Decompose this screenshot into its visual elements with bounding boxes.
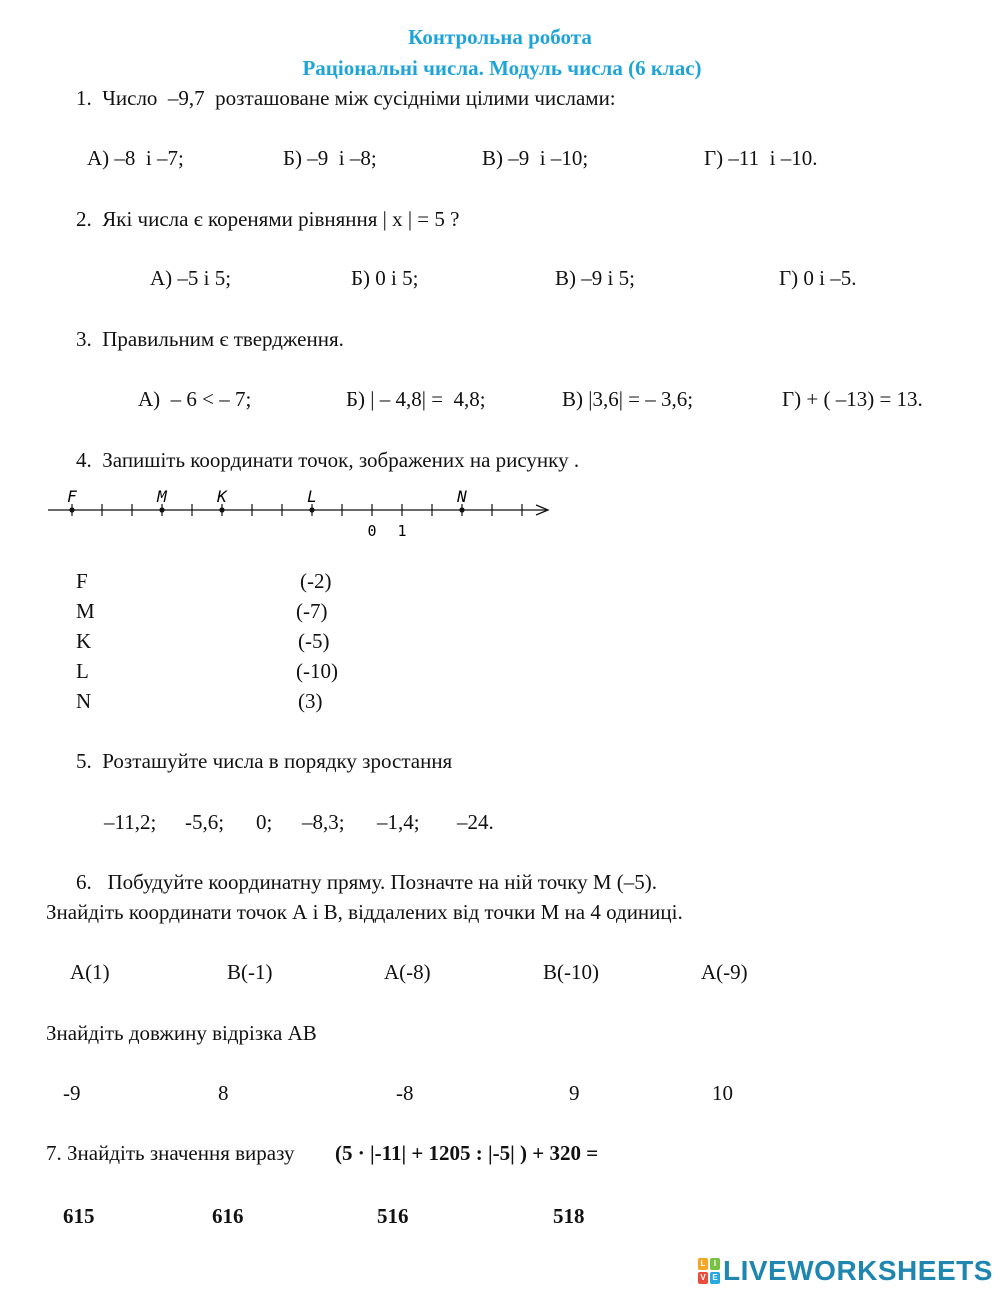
q4-answer-value[interactable]: (-10) — [296, 659, 338, 683]
question-6-text-2: Знайдіть координати точок А і В, віддалених від точки М на 4 одиниці. — [46, 900, 683, 924]
unit-label: 1 — [397, 522, 407, 540]
brand-logo-cell: I — [710, 1258, 720, 1270]
worksheet-subtitle: Раціональні числа. Модуль числа (6 клас) — [302, 56, 702, 80]
q2-option-b[interactable]: Б) 0 і 5; — [351, 266, 419, 290]
q7-option[interactable]: 518 — [553, 1204, 585, 1228]
q4-answer-value[interactable]: (3) — [298, 689, 323, 713]
q6-option[interactable]: В(-1) — [227, 960, 273, 984]
q7-option[interactable]: 516 — [377, 1204, 409, 1228]
q7-option[interactable]: 616 — [212, 1204, 244, 1228]
q1-option-b[interactable]: Б) –9 і –8; — [283, 146, 377, 170]
q4-answer-value[interactable]: (-2) — [300, 569, 332, 593]
q5-number: –24. — [457, 810, 494, 834]
point-n-label: N — [457, 487, 467, 506]
brand-logo-icon — [698, 1258, 720, 1284]
q5-number: –8,3; — [302, 810, 345, 834]
q3-option-c[interactable]: В) |3,6| = – 3,6; — [562, 387, 694, 411]
q6-option[interactable]: В(-10) — [543, 960, 599, 984]
brand-logo-cell: E — [710, 1272, 720, 1284]
q5-number: –11,2; — [104, 810, 157, 834]
q6-length-prompt: Знайдіть довжину відрізка АВ — [46, 1021, 317, 1045]
liveworksheets-logo[interactable] — [698, 1256, 993, 1286]
q3-option-a[interactable]: А) – 6 < – 7; — [138, 387, 252, 411]
question-7-expression: (5 · |-11| + 1205 : |-5| ) + 320 = — [335, 1141, 599, 1165]
q4-answer-point: M — [76, 599, 95, 623]
q6-length-option[interactable]: -9 — [63, 1081, 81, 1105]
point-k-dot — [219, 507, 224, 512]
question-1-text: 1. Число –9,7 розташоване між сусідніми цілими числами: — [76, 86, 616, 110]
q6-option[interactable]: А(-8) — [384, 960, 431, 984]
q4-answer-value[interactable]: (-5) — [298, 629, 330, 653]
question-3-text: 3. Правильним є твердження. — [76, 327, 344, 351]
question-2-text: 2. Які числа є коренями рівняння | x | = 5 ? — [76, 207, 460, 231]
q2-option-d[interactable]: Г) 0 і –5. — [779, 266, 857, 290]
q1-option-d[interactable]: Г) –11 і –10. — [704, 146, 818, 170]
q6-length-option[interactable]: 10 — [712, 1081, 733, 1105]
q1-option-a[interactable]: А) –8 і –7; — [87, 146, 184, 170]
q2-option-c[interactable]: В) –9 і 5; — [555, 266, 635, 290]
point-m-label: M — [157, 487, 167, 506]
q7-option[interactable]: 615 — [63, 1204, 95, 1228]
point-n-dot — [459, 507, 464, 512]
point-m-dot — [159, 507, 164, 512]
point-f-dot — [69, 507, 74, 512]
q4-answer-value[interactable]: (-7) — [296, 599, 328, 623]
q4-answer-point: F — [76, 569, 88, 593]
worksheet-title: Контрольна робота — [408, 25, 592, 49]
brand-name: LIVEWORKSHEETS — [723, 1255, 993, 1286]
question-7-text: 7. Знайдіть значення виразу — [46, 1141, 295, 1165]
question-6-text: 6. Побудуйте координатну пряму. Позначте на ній точку М (–5). — [76, 870, 658, 894]
number-line — [0, 478, 560, 542]
q5-number: -5,6; — [185, 810, 225, 834]
q5-number: 0; — [256, 810, 273, 834]
q5-number: –1,4; — [377, 810, 420, 834]
q4-answer-point: K — [76, 629, 92, 653]
point-l-dot — [309, 507, 314, 512]
q6-length-option[interactable]: 8 — [218, 1081, 229, 1105]
q3-option-d[interactable]: Г) + ( –13) = 13. — [782, 387, 923, 411]
brand-logo-cell: L — [698, 1258, 708, 1270]
q4-answer-point: N — [76, 689, 92, 713]
q6-length-option[interactable]: 9 — [569, 1081, 580, 1105]
q6-length-option[interactable]: -8 — [396, 1081, 414, 1105]
q4-answer-point: L — [76, 659, 89, 683]
question-4-text: 4. Запишіть координати точок, зображених на рисунку . — [76, 448, 580, 472]
point-k-label: K — [217, 487, 227, 506]
q6-option[interactable]: А(1) — [70, 960, 110, 984]
q1-option-c[interactable]: В) –9 і –10; — [482, 146, 589, 170]
question-5-text: 5. Розташуйте числа в порядку зростання — [76, 749, 453, 773]
brand-logo-cell: V — [698, 1272, 708, 1284]
origin-label: 0 — [367, 522, 377, 540]
q6-option[interactable]: А(-9) — [701, 960, 748, 984]
q3-option-b[interactable]: Б) | – 4,8| = 4,8; — [346, 387, 486, 411]
point-f-label: F — [67, 487, 77, 506]
point-l-label: L — [307, 487, 317, 506]
q2-option-a[interactable]: А) –5 і 5; — [150, 266, 232, 290]
